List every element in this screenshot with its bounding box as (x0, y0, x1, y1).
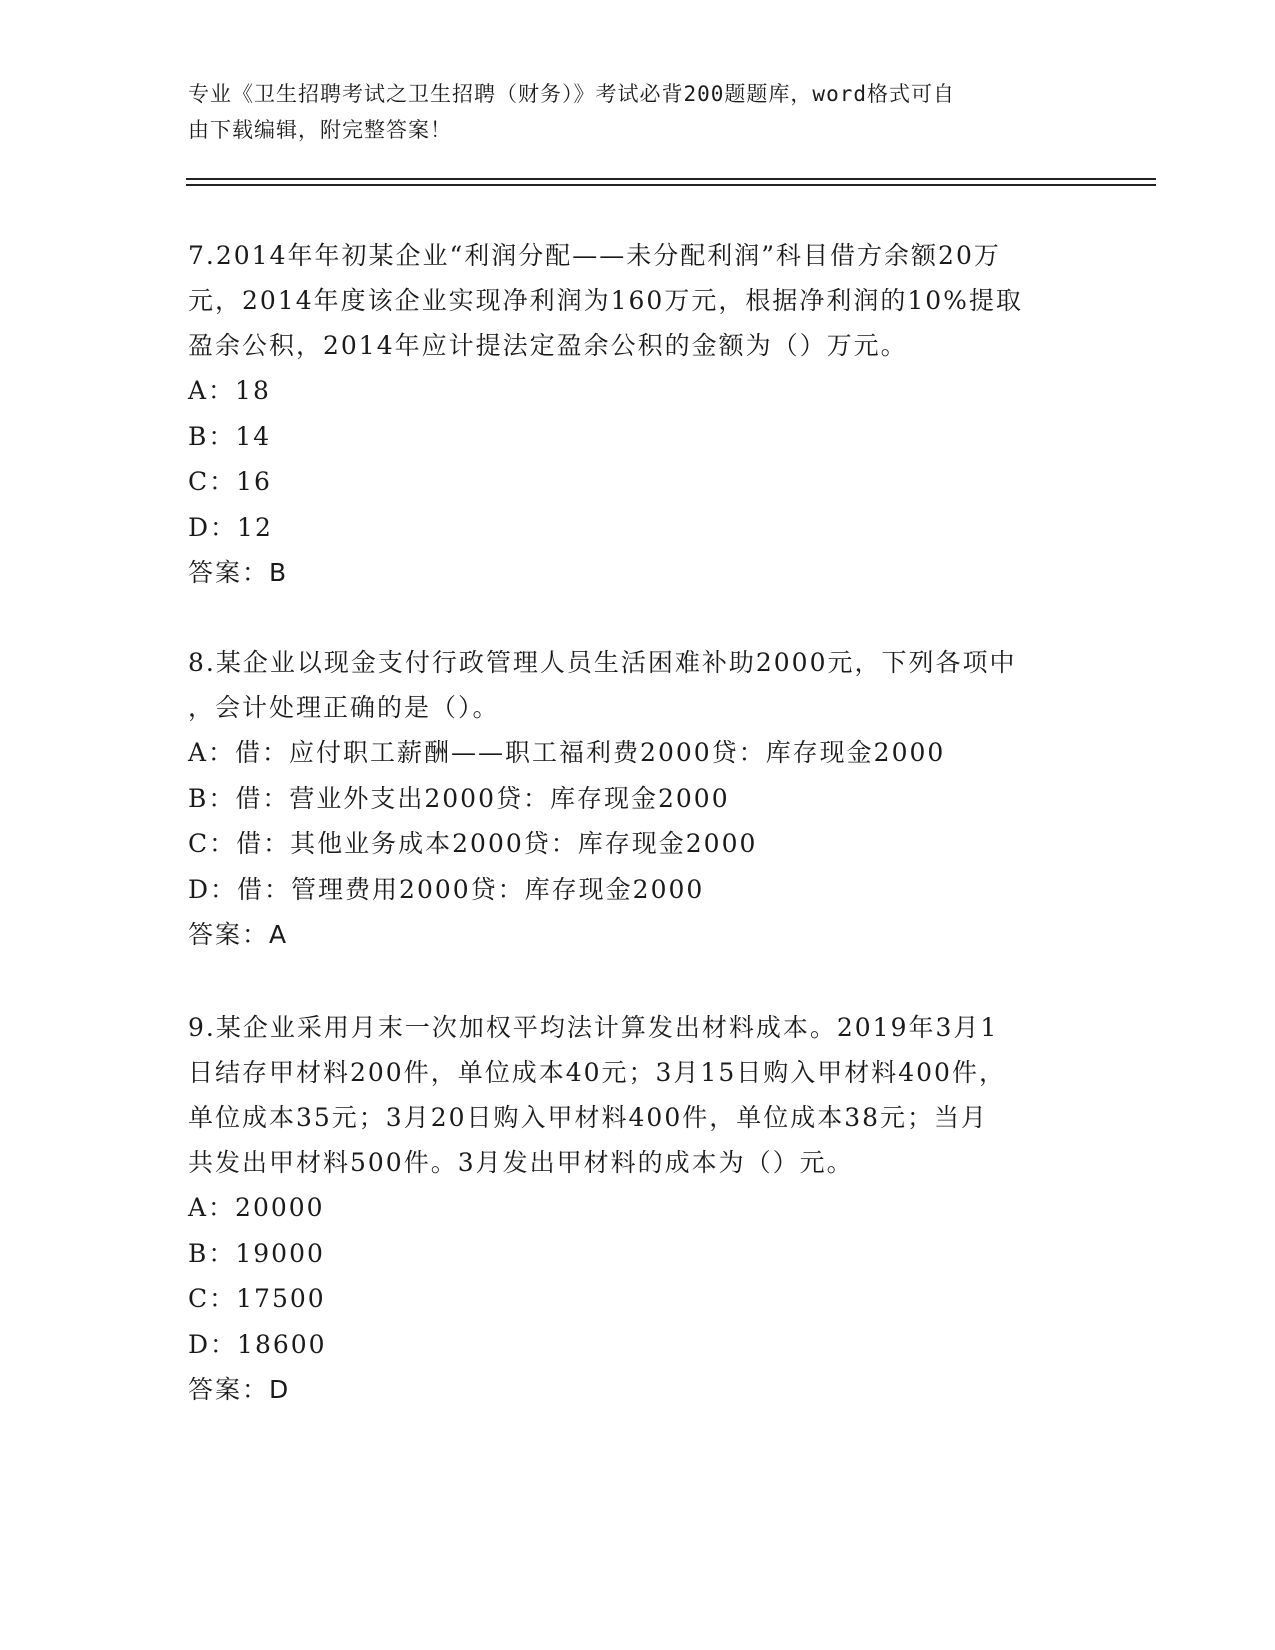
option-a: A：20000 (188, 1193, 325, 1222)
answer-line: 答案：D (188, 1375, 291, 1404)
option-c: C：17500 (188, 1284, 326, 1313)
header-divider-bottom (186, 184, 1156, 186)
option-d: D：18600 (188, 1329, 327, 1359)
stem-line: 9.某企业采用月末一次加权平均法计算发出材料成本。2019年3月1 (188, 1013, 999, 1042)
stem-line: ，会计处理正确的是（）。 (188, 693, 500, 722)
option-d: D：12 (188, 512, 273, 542)
question-stem (188, 640, 1088, 730)
option-b: B：19000 (188, 1238, 325, 1268)
question-8 (188, 640, 1088, 957)
option-b: B：借：营业外支出2000贷：库存现金2000 (188, 783, 730, 813)
document-header (188, 76, 1068, 148)
stem-line: 元，2014年度该企业实现净利润为160万元，根据净利润的10%提取 (188, 286, 1023, 315)
stem-line: 单位成本35元；3月20日购入甲材料400件，单位成本38元；当月 (188, 1103, 989, 1132)
question-stem (188, 233, 1088, 368)
header-line-1: 专业《卫生招聘考试之卫生招聘（财务）》考试必背200题题库，word格式可自 (188, 82, 955, 106)
option-a: A：借：应付职工薪酬——职工福利费2000贷：库存现金2000 (188, 738, 946, 767)
stem-line: 日结存甲材料200件，单位成本40元；3月15日购入甲材料400件， (188, 1058, 1006, 1087)
header-line-2: 由下载编辑，附完整答案！ (188, 118, 452, 142)
option-d: D：借：管理费用2000贷：库存现金2000 (188, 874, 705, 904)
header-divider-top (186, 178, 1156, 180)
answer-line: 答案：B (188, 558, 289, 587)
question-stem (188, 1005, 1088, 1185)
option-a: A：18 (188, 376, 271, 405)
option-c: C：16 (188, 467, 272, 496)
question-9 (188, 1005, 1088, 1412)
option-b: B：14 (188, 421, 272, 451)
stem-line: 8.某企业以现金支付行政管理人员生活困难补助2000元，下列各项中 (188, 648, 1017, 677)
stem-line: 盈余公积，2014年应计提法定盈余公积的金额为（）万元。 (188, 331, 908, 360)
stem-line: 共发出甲材料500件。3月发出甲材料的成本为（）元。 (188, 1148, 854, 1177)
stem-line: 7.2014年年初某企业“利润分配——未分配利润”科目借方余额20万 (188, 241, 1001, 270)
answer-line: 答案：A (188, 920, 289, 949)
option-c: C：借：其他业务成本2000贷：库存现金2000 (188, 829, 758, 858)
question-7 (188, 233, 1088, 595)
